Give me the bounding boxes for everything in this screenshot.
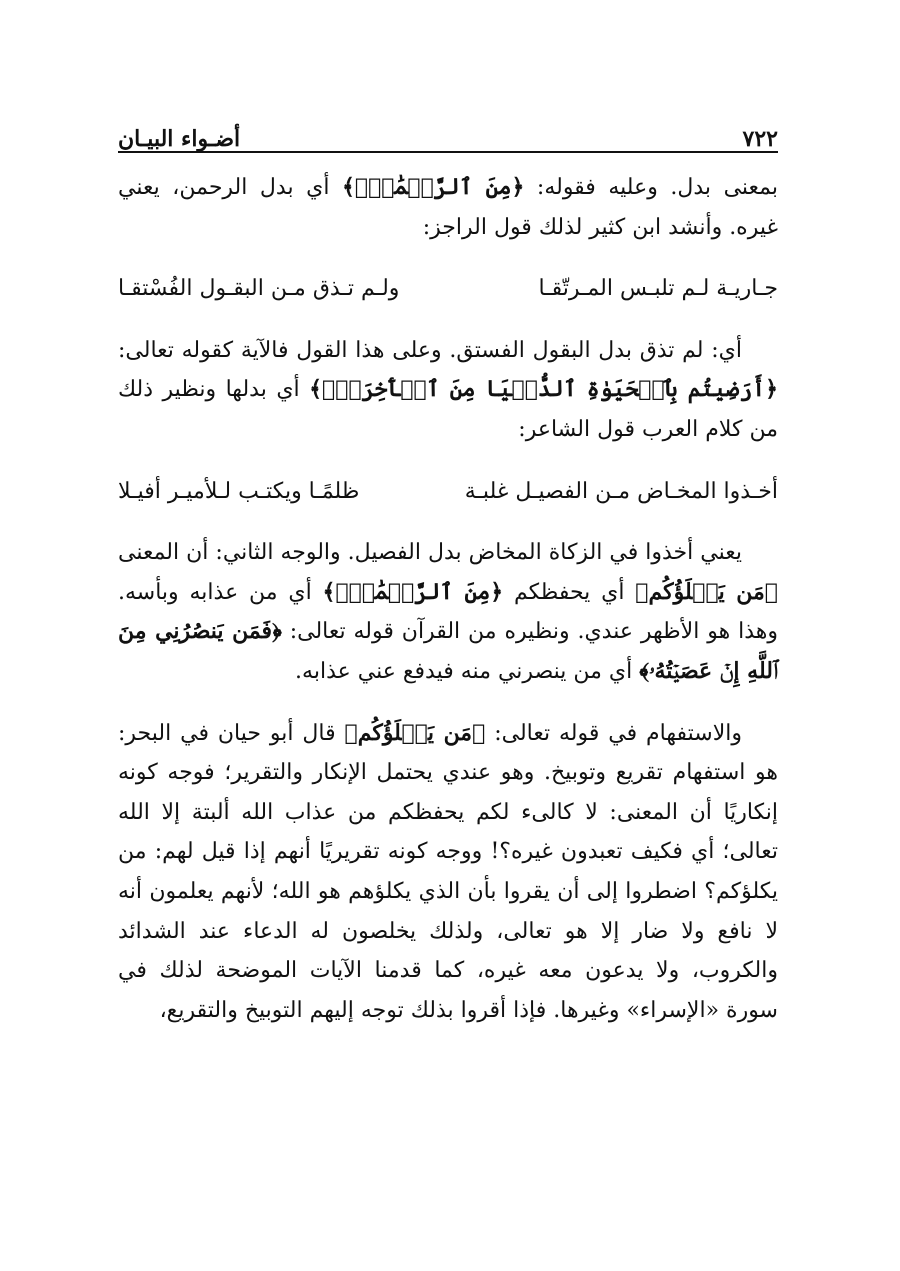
- paragraph-text: والاستفهام في قوله تعالى:: [485, 720, 743, 746]
- book-title: أضـواء البيـان: [118, 126, 241, 152]
- running-header: [118, 112, 778, 152]
- paragraph-text: أي يحفظكم: [503, 579, 636, 605]
- paragraph-1: [118, 168, 778, 247]
- paragraph-3: [118, 533, 778, 691]
- page-number: ٧٢٢: [742, 126, 778, 152]
- paragraph-text: قال أبو حيان في البحر: هو استفهام تقريع وتوبيخ. وهو عندي يحتمل الإنكار والتقرير؛ فوجه كونه إنكاريًا أن المعنى: لا كالىء لكم يحفظكم من عذاب الله ألبتة إلا الله تعالى؛ أي فكيف تعبدون غيره؟! ووجه كونه تقريريًا أنهم إذا قيل لهم: من يكلؤكم؟ اضطروا إلى أن يقروا بأن الذي يكلؤهم هو الله؛ لأنهم يعلمون أنه لا نافع ولا ضار إلا هو تعالى، ولذلك يخلصون له الدعاء عند الشدائد والكروب، ولا يدعون معه غيره، كما قدمنا الآيات الموضحة لذلك في سورة «الإسراء» وغيرها. فإذا أقروا بذلك توجه إليهم التوبيخ والتقريع،: [118, 720, 778, 1023]
- poem-verse-1: [118, 269, 778, 309]
- paragraph-text: يعني أخذوا في الزكاة المخاض بدل الفصيل. والوجه الثاني: أن المعنى: [118, 540, 742, 566]
- quran-quote: ﴿أَرَضِيتُم بِٱلۡحَيَوٰةِ ٱلدُّنۡيَا مِنَ ٱلۡأٓخِرَةِۚ﴾: [309, 376, 778, 403]
- quran-quote: ﴿مَن يَكۡلَؤُكُم﴾: [344, 719, 486, 746]
- paragraph-text: أي بدل الرحمن، يعني غيره. وأنشد ابن كثير لذلك قول الراجز:: [118, 175, 778, 240]
- paragraph-text: أي من عذابه وبأسه. وهذا هو الأظهر عندي. ونظيره من القرآن قوله تعالى:: [118, 579, 778, 645]
- header-divider: [118, 151, 778, 153]
- paragraph-text: أي بدلها ونظير ذلك من كلام العرب قول الشاعر:: [118, 377, 778, 442]
- quran-quote: ﴿مِنَ ٱلرَّحۡمَٰنِۗ﴾: [342, 174, 525, 200]
- poem-verse-2: [118, 472, 778, 512]
- poem-second-hemistich: ولـم تـذق مـن البقـول الفُسْتقـا: [118, 276, 400, 302]
- paragraph-text: أي: لم تذق بدل البقول الفستق. وعلى هذا القول فالآية كقوله تعالى:: [118, 337, 742, 363]
- quran-quote: ﴿فَمَن يَنصُرُنِي مِنَ ٱللَّهِ إِنۡ عَصَيۡتُهُۥ﴾: [118, 618, 778, 684]
- paragraph-4: [118, 714, 778, 1031]
- paragraph-text: بمعنى بدل. وعليه فقوله:: [524, 175, 779, 200]
- paragraph-text: أي من ينصرني منه فيدفع عني عذابه.: [295, 658, 640, 684]
- quran-quote: ﴿مِنَ ٱلرَّحۡمَٰنِۗ﴾: [322, 578, 504, 605]
- paragraph-2: [118, 331, 778, 450]
- quran-quote: ﴿مَن يَكۡلَؤُكُم﴾: [635, 578, 779, 605]
- poem-first-hemistich: جـاريـة لـم تلبـس المـرتّقـا: [538, 276, 778, 302]
- poem-second-hemistich: ظلمًـا ويكتـب لـلأميـر أفيـلا: [118, 478, 360, 504]
- page-body: [118, 168, 778, 1030]
- poem-first-hemistich: أخـذوا المخـاض مـن الفصيـل غلبـة: [464, 478, 778, 504]
